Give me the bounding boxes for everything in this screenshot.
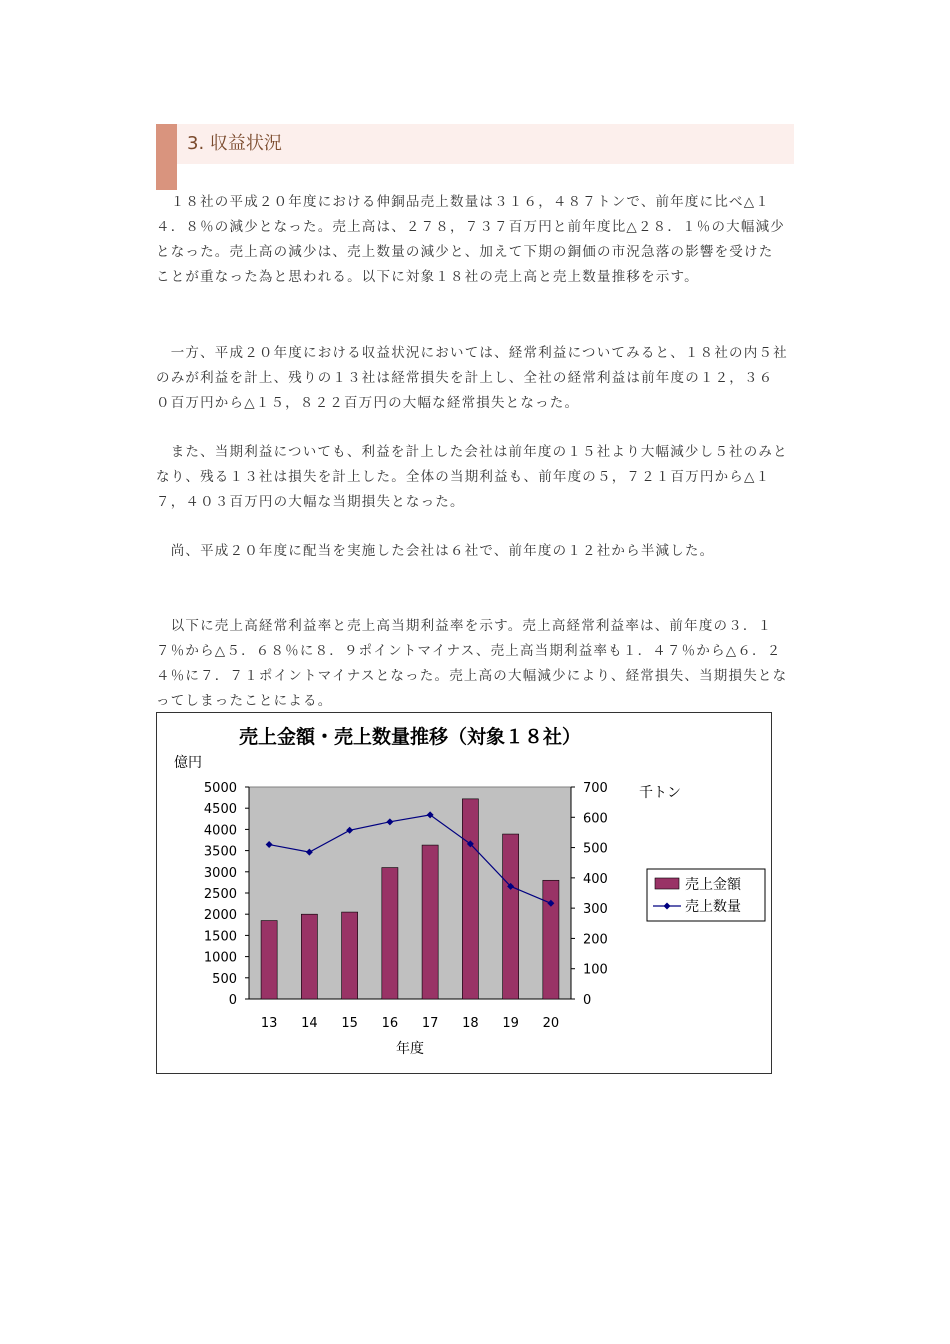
x-tick-label: 15 [341,1016,358,1031]
x-tick-label: 20 [542,1016,560,1031]
paragraph-ordinary-profit: 一方、平成２０年度における収益状況においては、経常利益についてみると、１８社の内５社のみが利益を計上、残りの１３社は経常損失を計上し、全社の経常利益は前年度の１２，３６０百万円から△１５，８２２百万円の大幅な経常損失となった。 [156,345,788,411]
bar-20 [543,880,559,999]
y2-tick-label: 200 [583,932,608,948]
section-accent-bar [156,124,177,190]
y2-tick-label: 300 [583,902,608,918]
paragraph-profit-margin: 以下に売上高経常利益率と売上高当期利益率を示す。売上高経常利益率は、前年度の３．１７％から△５．６８％に８．９ポイントマイナス、売上高当期利益率も１．４７％から△６．２４％に７．７１ポイントマイナスとなった。売上高の大幅減少により、経常損失、当期損失となってしまったことによる。 [156,618,788,709]
paragraph-net-profit: また、当期利益についても、利益を計上した会社は前年度の１５社より大幅減少し５社のみとなり、残る１３社は損失を計上した。全体の当期利益も、前年度の５，７２１百万円から△１７，４０３百万円の大幅な当期損失となった。 [156,444,788,510]
y-tick-label: 1000 [203,950,237,966]
x-tick-label: 14 [301,1016,318,1031]
bar-13 [261,921,277,999]
y-tick-label: 3500 [203,844,237,860]
legend-label-bar: 売上金額 [685,877,741,893]
bar-16 [382,868,398,999]
paragraph-dividends: 尚、平成２０年度に配当を実施した会社は６社で、前年度の１２社から半減した。 [156,543,715,559]
y-tick-label: 4500 [203,802,237,818]
x-tick-label: 18 [462,1016,479,1031]
y-tick-label: 4000 [203,823,237,839]
bar-15 [342,912,358,999]
paragraph-sales-volume: １８社の平成２０年度における伸銅品売上数量は３１６，４８７トンで、前年度に比べ△１４．８％の減少となった。売上高は、２７８，７３７百万円と前年度比△２８．１％の大幅減少となった。売上高の減少は、売上数量の減少と、加えて下期の銅価の市況急落の影響を受けたことが重なった為と思われる。以下に対象１８社の売上高と売上数量推移を示す。 [156,194,785,285]
section-title: 3. 収益状況 [187,133,282,154]
y-tick-label: 0 [228,993,237,1008]
legend-swatch-bar [655,878,679,889]
y-tick-label: 2000 [203,908,237,924]
x-tick-label: 16 [381,1016,399,1031]
x-axis-label: 年度 [396,1041,424,1057]
y-axis-label: 億円 [174,755,202,771]
y-tick-label: 5000 [203,781,237,796]
y2-tick-label: 0 [583,993,592,1008]
y2-tick-label: 400 [583,871,608,887]
y2-tick-label: 700 [583,781,608,796]
y2-tick-label: 600 [583,811,608,827]
y2-axis-label: 千トン [639,785,681,801]
x-tick-label: 17 [421,1016,439,1031]
chart-title: 売上金額・売上数量推移（対象１８社） [238,726,582,748]
x-tick-label: 19 [502,1016,519,1031]
y-tick-label: 1500 [203,929,237,945]
bar-19 [503,834,519,999]
y-tick-label: 2500 [203,887,237,902]
legend-label-line: 売上数量 [685,899,741,915]
y2-tick-label: 100 [583,962,608,978]
bar-14 [301,914,317,999]
bar-17 [422,845,438,999]
chart-frame [156,712,772,1074]
y-tick-label: 3000 [203,865,237,881]
y2-tick-label: 500 [583,841,608,857]
bar-18 [462,799,478,999]
x-tick-label: 13 [260,1016,278,1031]
sales-chart [157,713,771,1073]
y-tick-label: 500 [212,971,237,987]
